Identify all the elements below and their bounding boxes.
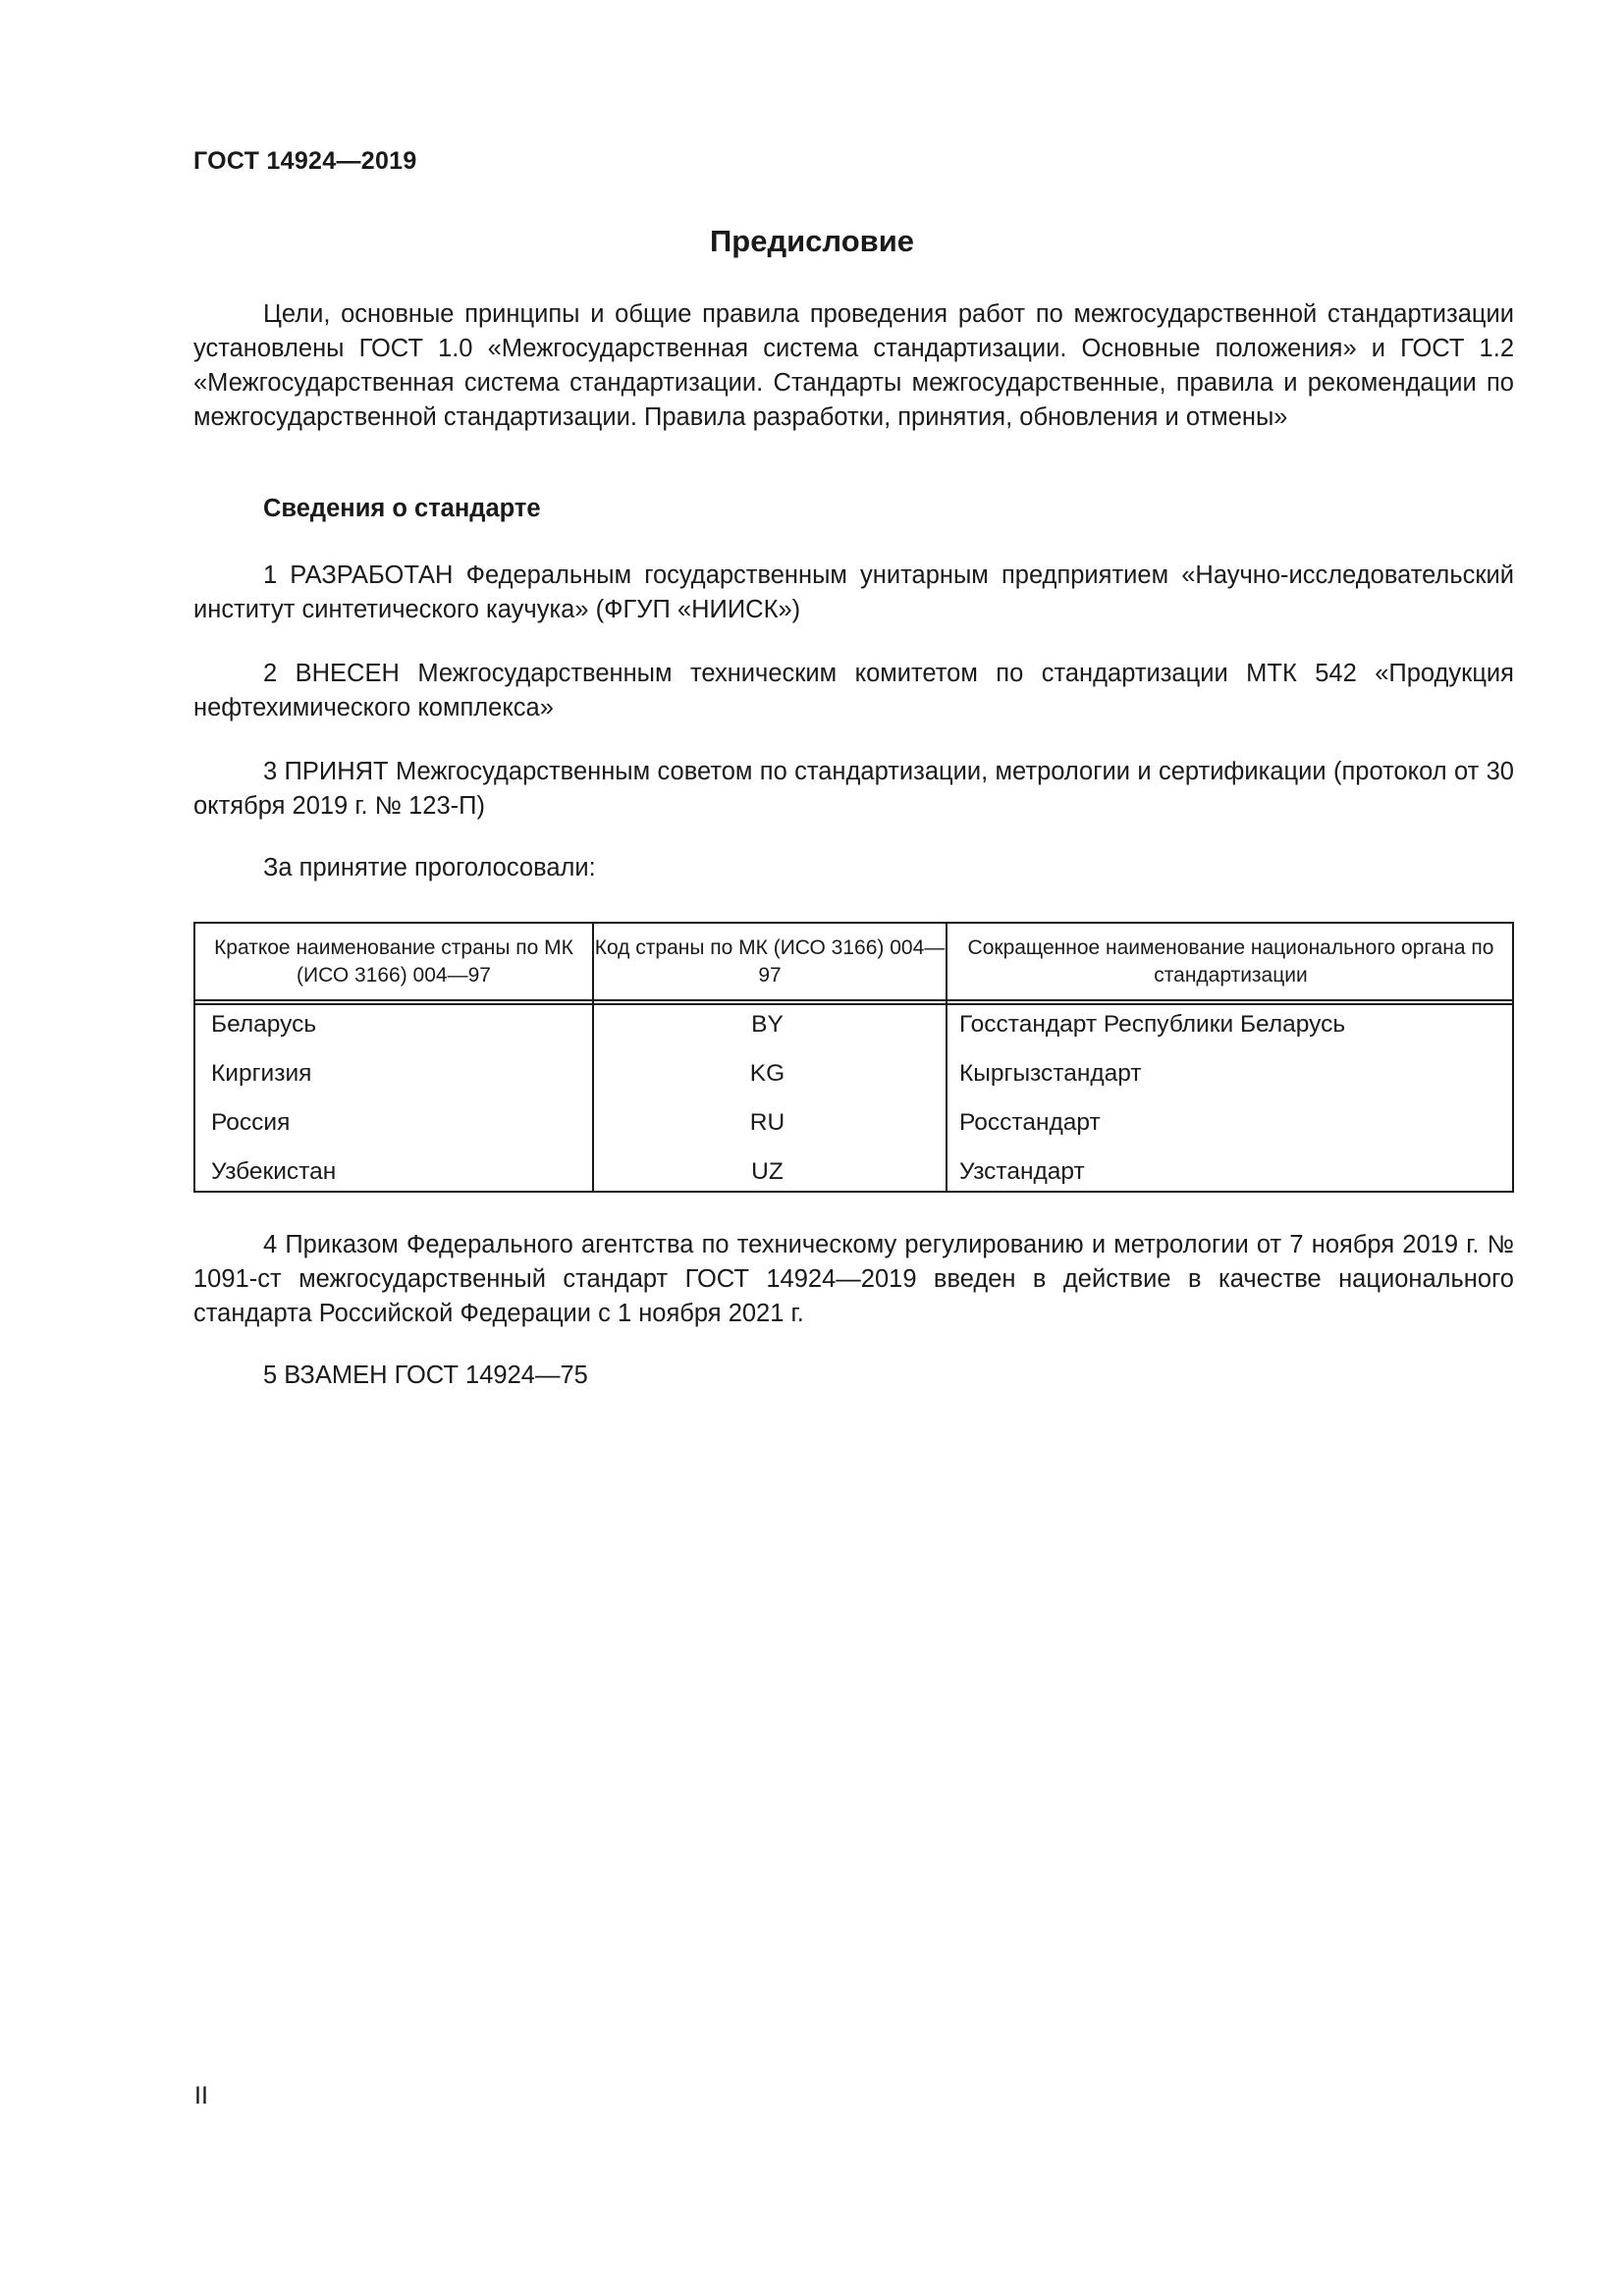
table-cell-code: BY xyxy=(751,1011,784,1038)
info-heading: Сведения о стандарте xyxy=(263,495,541,522)
item-introduced: 2 ВНЕСЕН Межгосударственным техническим комитетом по стандартизации МТК 542 «Продукция нефтехимического комплекса» xyxy=(193,660,1514,721)
table-cell-code: KG xyxy=(749,1060,785,1087)
page-number: II xyxy=(194,2082,208,2109)
table-header-authority: Сокращенное наименование национального органа по стандартизации xyxy=(967,936,1494,987)
table-cell-country: Беларусь xyxy=(211,1011,317,1038)
voting-table xyxy=(193,922,1514,1193)
item-developed: 1 РАЗРАБОТАН Федеральным государственным унитарным предприятием «Научно-исследовательский институт синтетического каучука» (ФГУП «НИИСК») xyxy=(193,561,1514,623)
table-cell-code: UZ xyxy=(751,1158,784,1185)
table-cell-country: Узбекистан xyxy=(211,1158,337,1185)
voted-label: За принятие проголосовали: xyxy=(263,854,596,881)
item-adopted: 3 ПРИНЯТ Межгосударственным советом по стандартизации, метрологии и сертификации (протокол от 30 октября 2019 г. № 123-П) xyxy=(193,758,1514,820)
table-header-code: Код страны по МК (ИСО 3166) 004—97 xyxy=(594,936,946,987)
item-order: 4 Приказом Федерального агентства по техническому регулированию и метрологии от 7 ноября 2019 г. № 1091-ст межгосударственный стандарт ГОСТ 14924—2019 введен в действие в качестве национального стандарта Российской Федерации с 1 ноября 2021 г. xyxy=(193,1231,1514,1327)
intro-paragraph: Цели, основные принципы и общие правила проведения работ по межгосударственной стандартизации установлены ГОСТ 1.0 «Межгосударственная система стандартизации. Основные положения» и ГОСТ 1.2 «Межгосударственная система стандартизации. Стандарты межгосударственные, правила и рекомендации по межгосударственной стандартизации. Правила разработки, принятия, обновления и отмены» xyxy=(193,300,1514,431)
table-cell-code: RU xyxy=(749,1109,785,1136)
table-cell-country: Россия xyxy=(211,1109,291,1136)
table-cell-country: Киргизия xyxy=(211,1060,312,1087)
table-cell-authority: Госстандарт Республики Беларусь xyxy=(959,1011,1346,1038)
table-header-country: Краткое наименование страны по МК (ИСО 3166) 004—97 xyxy=(214,936,573,987)
table-cell-authority: Росстандарт xyxy=(959,1109,1101,1136)
table-cell-authority: Кыргызстандарт xyxy=(959,1060,1142,1087)
table-header-divider xyxy=(195,1003,1512,1005)
page-title: Предисловие xyxy=(709,224,914,258)
table-cell-authority: Узстандарт xyxy=(959,1158,1085,1185)
document-code-header: ГОСТ 14924—2019 xyxy=(193,147,417,175)
item-replaces: 5 ВЗАМЕН ГОСТ 14924—75 xyxy=(263,1362,588,1389)
